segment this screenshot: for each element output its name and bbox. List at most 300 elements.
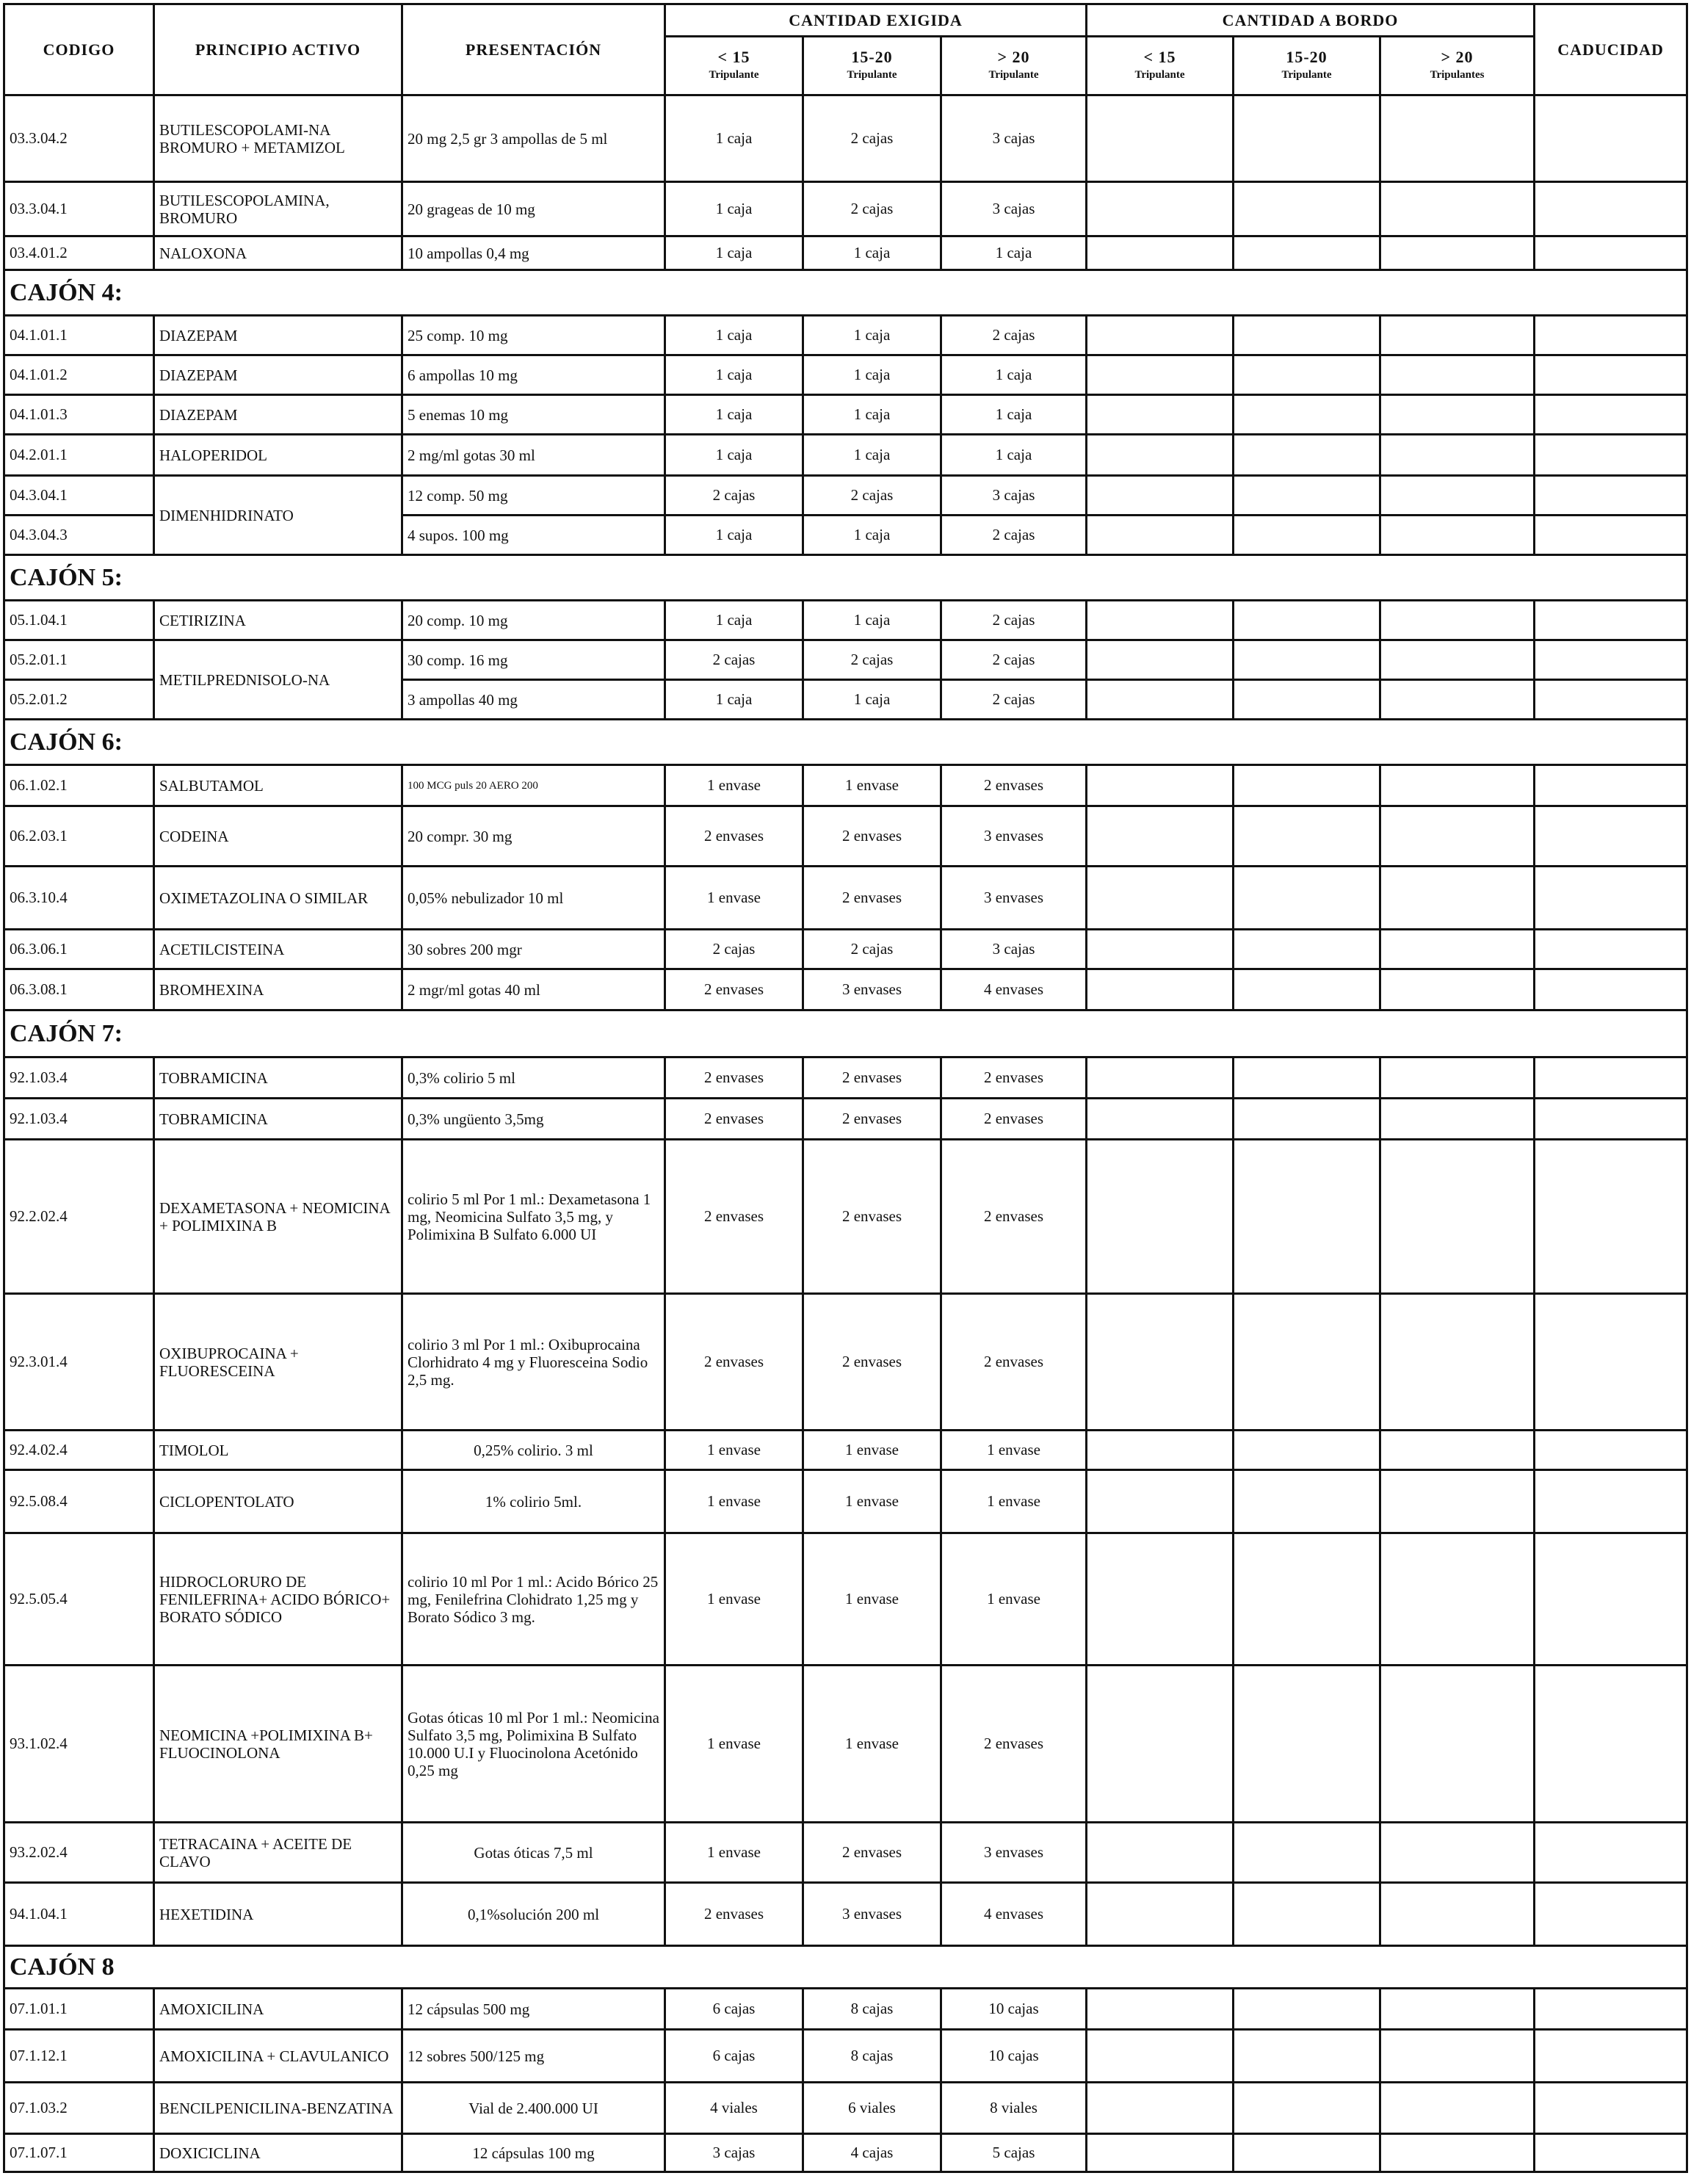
qty-lt15-cell: 1 caja [665,182,803,236]
presentation-cell: 1% colirio 5ml. [402,1470,665,1533]
section-title-cajon-5: CAJÓN 5: [4,555,1687,601]
onboard-15-20-cell[interactable] [1234,1666,1380,1823]
expiry-cell[interactable] [1535,1431,1687,1470]
code-cell: 04.1.01.1 [4,316,154,355]
active-ingredient-cell: DOXICICLINA [154,2134,402,2172]
qty-15-20-cell: 2 envases [803,1099,941,1140]
onboard-gt20-cell[interactable] [1380,765,1535,806]
presentation-cell: 0,3% colirio 5 ml [402,1057,665,1099]
qty-lt15-cell: 1 envase [665,1823,803,1883]
qty-15-20-cell: 1 caja [803,355,941,395]
onboard-lt15-cell[interactable] [1087,2030,1234,2083]
onboard-lt15-cell[interactable] [1087,236,1234,270]
active-ingredient-cell: CODEINA [154,806,402,867]
onboard-15-20-cell[interactable] [1234,2030,1380,2083]
header-cantidad-a-bordo: CANTIDAD A BORDO [1087,4,1535,37]
qty-lt15-cell: 2 envases [665,1883,803,1946]
onboard-gt20-cell[interactable] [1380,182,1535,236]
expiry-cell[interactable] [1535,516,1687,555]
onboard-15-20-cell[interactable] [1234,806,1380,867]
section-row-cajon-4 [4,270,1687,316]
onboard-lt15-cell[interactable] [1087,1989,1234,2030]
qty-gt20-cell: 3 cajas [941,476,1087,516]
header-cantidad-exigida: CANTIDAD EXIGIDA [665,4,1087,37]
table-row [4,1989,1687,2030]
qty-lt15-cell: 4 viales [665,2083,803,2134]
onboard-15-20-cell[interactable] [1234,236,1380,270]
onboard-lt15-cell[interactable] [1087,680,1234,720]
onboard-gt20-cell[interactable] [1380,1431,1535,1470]
expiry-cell[interactable] [1535,1823,1687,1883]
table-row [4,1431,1687,1470]
qty-lt15-cell: 2 envases [665,969,803,1010]
active-ingredient-cell: SALBUTAMOL [154,765,402,806]
code-cell: 92.2.02.4 [4,1140,154,1294]
onboard-lt15-cell[interactable] [1087,765,1234,806]
expiry-cell[interactable] [1535,316,1687,355]
qty-15-20-cell: 1 envase [803,1431,941,1470]
qty-lt15-cell: 2 envases [665,1294,803,1431]
onboard-gt20-cell[interactable] [1380,2030,1535,2083]
active-ingredient-cell: TOBRAMICINA [154,1099,402,1140]
onboard-15-20-cell[interactable] [1234,1470,1380,1533]
active-ingredient-cell: DIMENHIDRINATO [154,476,402,555]
table-row [4,316,1687,355]
onboard-gt20-cell[interactable] [1380,1666,1535,1823]
onboard-15-20-cell[interactable] [1234,1294,1380,1431]
qty-gt20-cell: 2 cajas [941,601,1087,640]
presentation-cell: 2 mgr/ml gotas 40 ml [402,969,665,1010]
expiry-cell[interactable] [1535,930,1687,969]
medication-inventory-table [3,3,1688,2173]
qty-gt20-cell: 8 viales [941,2083,1087,2134]
expiry-cell[interactable] [1535,1533,1687,1666]
presentation-cell: 0,3% ungüento 3,5mg [402,1099,665,1140]
onboard-lt15-cell[interactable] [1087,1533,1234,1666]
table-row [4,182,1687,236]
presentation-cell: 12 cápsulas 500 mg [402,1989,665,2030]
onboard-15-20-cell[interactable] [1234,95,1380,182]
onboard-gt20-cell[interactable] [1380,1057,1535,1099]
qty-lt15-cell: 1 caja [665,395,803,435]
presentation-cell: 4 supos. 100 mg [402,516,665,555]
onboard-gt20-cell[interactable] [1380,395,1535,435]
qty-lt15-cell: 1 caja [665,601,803,640]
qty-gt20-cell: 1 caja [941,355,1087,395]
qty-15-20-cell: 2 envases [803,806,941,867]
code-cell: 05.1.04.1 [4,601,154,640]
active-ingredient-cell: BUTILESCOPOLAMINA, BROMURO [154,182,402,236]
onboard-gt20-cell[interactable] [1380,1140,1535,1294]
onboard-gt20-cell[interactable] [1380,236,1535,270]
qty-gt20-cell: 5 cajas [941,2134,1087,2172]
table-row [4,930,1687,969]
onboard-gt20-cell[interactable] [1380,1823,1535,1883]
qty-15-20-cell: 3 envases [803,969,941,1010]
code-cell: 06.1.02.1 [4,765,154,806]
onboard-lt15-cell[interactable] [1087,476,1234,516]
onboard-15-20-cell[interactable] [1234,969,1380,1010]
qty-lt15-cell: 6 cajas [665,2030,803,2083]
header-principio-activo: PRINCIPIO ACTIVO [154,4,402,95]
onboard-lt15-cell[interactable] [1087,1294,1234,1431]
active-ingredient-cell: DIAZEPAM [154,316,402,355]
onboard-lt15-cell[interactable] [1087,1431,1234,1470]
qty-gt20-cell: 2 cajas [941,640,1087,680]
expiry-cell[interactable] [1535,1099,1687,1140]
qty-15-20-cell: 1 envase [803,1470,941,1533]
onboard-lt15-cell[interactable] [1087,95,1234,182]
qty-lt15-cell: 1 caja [665,680,803,720]
onboard-lt15-cell[interactable] [1087,1140,1234,1294]
onboard-gt20-cell[interactable] [1380,680,1535,720]
qty-15-20-cell: 1 caja [803,435,941,476]
qty-gt20-cell: 1 caja [941,236,1087,270]
presentation-cell: colirio 5 ml Por 1 ml.: Dexametasona 1 mg, Neomicina Sulfato 3,5 mg, y Polimixina B Sulfato 6.000 UI [402,1140,665,1294]
expiry-cell[interactable] [1535,1470,1687,1533]
presentation-cell: 5 enemas 10 mg [402,395,665,435]
section-row-cajon-8 [4,1946,1687,1989]
onboard-lt15-cell[interactable] [1087,601,1234,640]
qty-15-20-cell: 2 cajas [803,182,941,236]
qty-15-20-cell: 2 envases [803,1823,941,1883]
header-exigida-15-20: 15-20 Tripulante [803,37,941,95]
onboard-gt20-cell[interactable] [1380,435,1535,476]
onboard-lt15-cell[interactable] [1087,867,1234,930]
expiry-cell[interactable] [1535,2030,1687,2083]
qty-gt20-cell: 1 caja [941,395,1087,435]
code-cell: 07.1.12.1 [4,2030,154,2083]
header-bordo-15-20: 15-20 Tripulante [1234,37,1380,95]
onboard-gt20-cell[interactable] [1380,867,1535,930]
onboard-gt20-cell[interactable] [1380,476,1535,516]
qty-lt15-cell: 1 caja [665,95,803,182]
section-row-cajon-7 [4,1010,1687,1057]
onboard-15-20-cell[interactable] [1234,680,1380,720]
code-cell: 04.1.01.3 [4,395,154,435]
active-ingredient-cell: BUTILESCOPOLAMI-NA BROMURO + METAMIZOL [154,95,402,182]
onboard-lt15-cell[interactable] [1087,355,1234,395]
onboard-gt20-cell[interactable] [1380,1099,1535,1140]
onboard-15-20-cell[interactable] [1234,1533,1380,1666]
presentation-cell: 30 comp. 16 mg [402,640,665,680]
qty-15-20-cell: 2 cajas [803,930,941,969]
expiry-cell[interactable] [1535,1294,1687,1431]
onboard-15-20-cell[interactable] [1234,435,1380,476]
header-caducidad: CADUCIDAD [1535,4,1687,95]
expiry-cell[interactable] [1535,601,1687,640]
active-ingredient-cell: ACETILCISTEINA [154,930,402,969]
expiry-cell[interactable] [1535,355,1687,395]
onboard-gt20-cell[interactable] [1380,2083,1535,2134]
qty-gt20-cell: 2 cajas [941,516,1087,555]
qty-15-20-cell: 3 envases [803,1883,941,1946]
code-cell: 07.1.03.2 [4,2083,154,2134]
onboard-15-20-cell[interactable] [1234,765,1380,806]
code-cell: 92.5.05.4 [4,1533,154,1666]
qty-15-20-cell: 1 caja [803,516,941,555]
code-cell: 03.3.04.1 [4,182,154,236]
qty-gt20-cell: 2 envases [941,765,1087,806]
expiry-cell[interactable] [1535,680,1687,720]
code-cell: 06.3.10.4 [4,867,154,930]
qty-lt15-cell: 1 caja [665,236,803,270]
expiry-cell[interactable] [1535,236,1687,270]
qty-lt15-cell: 1 envase [665,1431,803,1470]
expiry-cell[interactable] [1535,765,1687,806]
code-cell: 92.4.02.4 [4,1431,154,1470]
table-row [4,1099,1687,1140]
expiry-cell[interactable] [1535,1140,1687,1294]
onboard-gt20-cell[interactable] [1380,640,1535,680]
qty-15-20-cell: 4 cajas [803,2134,941,2172]
onboard-15-20-cell[interactable] [1234,1823,1380,1883]
active-ingredient-cell: TOBRAMICINA [154,1057,402,1099]
presentation-cell: 100 MCG puls 20 AERO 200 [402,765,665,806]
qty-15-20-cell: 2 cajas [803,476,941,516]
onboard-15-20-cell[interactable] [1234,182,1380,236]
onboard-gt20-cell[interactable] [1380,1533,1535,1666]
onboard-15-20-cell[interactable] [1234,1099,1380,1140]
onboard-15-20-cell[interactable] [1234,476,1380,516]
onboard-15-20-cell[interactable] [1234,1431,1380,1470]
active-ingredient-cell: TETRACAINA + ACEITE DE CLAVO [154,1823,402,1883]
table-row [4,601,1687,640]
table-row [4,806,1687,867]
qty-gt20-cell: 4 envases [941,969,1087,1010]
expiry-cell[interactable] [1535,867,1687,930]
active-ingredient-cell: METILPREDNISOLO-NA [154,640,402,720]
qty-gt20-cell: 1 envase [941,1431,1087,1470]
onboard-15-20-cell[interactable] [1234,2134,1380,2172]
code-cell: 04.1.01.2 [4,355,154,395]
presentation-cell: 0,25% colirio. 3 ml [402,1431,665,1470]
onboard-15-20-cell[interactable] [1234,1883,1380,1946]
onboard-gt20-cell[interactable] [1380,316,1535,355]
onboard-lt15-cell[interactable] [1087,1666,1234,1823]
qty-lt15-cell: 6 cajas [665,1989,803,2030]
section-title-cajon-8: CAJÓN 8 [4,1946,1687,1989]
expiry-cell[interactable] [1535,395,1687,435]
expiry-cell[interactable] [1535,182,1687,236]
header-presentacion: PRESENTACIÓN [402,4,665,95]
onboard-gt20-cell[interactable] [1380,601,1535,640]
qty-gt20-cell: 3 envases [941,806,1087,867]
onboard-gt20-cell[interactable] [1380,355,1535,395]
onboard-15-20-cell[interactable] [1234,1989,1380,2030]
presentation-cell: 0,1%solución 200 ml [402,1883,665,1946]
code-cell: 07.1.01.1 [4,1989,154,2030]
qty-lt15-cell: 1 envase [665,1533,803,1666]
onboard-15-20-cell[interactable] [1234,2083,1380,2134]
qty-15-20-cell: 1 caja [803,680,941,720]
table-row [4,2134,1687,2172]
header-bordo-lt15: < 15 Tripulante [1087,37,1234,95]
onboard-lt15-cell[interactable] [1087,2083,1234,2134]
qty-gt20-cell: 3 envases [941,1823,1087,1883]
qty-15-20-cell: 2 envases [803,1294,941,1431]
onboard-gt20-cell[interactable] [1380,1470,1535,1533]
qty-gt20-cell: 3 cajas [941,95,1087,182]
presentation-cell: 6 ampollas 10 mg [402,355,665,395]
presentation-cell: Gotas óticas 7,5 ml [402,1823,665,1883]
presentation-cell: 20 mg 2,5 gr 3 ampollas de 5 ml [402,95,665,182]
onboard-lt15-cell[interactable] [1087,1823,1234,1883]
onboard-gt20-cell[interactable] [1380,516,1535,555]
onboard-lt15-cell[interactable] [1087,1883,1234,1946]
active-ingredient-cell: BENCILPENICILINA-BENZATINA [154,2083,402,2134]
onboard-lt15-cell[interactable] [1087,516,1234,555]
expiry-cell[interactable] [1535,435,1687,476]
onboard-15-20-cell[interactable] [1234,601,1380,640]
onboard-gt20-cell[interactable] [1380,95,1535,182]
presentation-cell: Vial de 2.400.000 UI [402,2083,665,2134]
onboard-lt15-cell[interactable] [1087,1470,1234,1533]
qty-gt20-cell: 3 cajas [941,930,1087,969]
code-cell: 92.5.08.4 [4,1470,154,1533]
qty-gt20-cell: 10 cajas [941,2030,1087,2083]
qty-15-20-cell: 2 envases [803,1057,941,1099]
onboard-15-20-cell[interactable] [1234,395,1380,435]
onboard-lt15-cell[interactable] [1087,1057,1234,1099]
onboard-lt15-cell[interactable] [1087,969,1234,1010]
onboard-lt15-cell[interactable] [1087,640,1234,680]
onboard-lt15-cell[interactable] [1087,435,1234,476]
header-bordo-gt20: > 20 Tripulantes [1380,37,1535,95]
table-row [4,1294,1687,1431]
active-ingredient-cell: CETIRIZINA [154,601,402,640]
code-cell: 93.1.02.4 [4,1666,154,1823]
table-row [4,2030,1687,2083]
qty-gt20-cell: 2 envases [941,1666,1087,1823]
onboard-gt20-cell[interactable] [1380,806,1535,867]
expiry-cell[interactable] [1535,2134,1687,2172]
qty-gt20-cell: 3 cajas [941,182,1087,236]
active-ingredient-cell: DEXAMETASONA + NEOMICINA + POLIMIXINA B [154,1140,402,1294]
qty-gt20-cell: 2 envases [941,1099,1087,1140]
onboard-lt15-cell[interactable] [1087,182,1234,236]
qty-lt15-cell: 2 envases [665,1140,803,1294]
onboard-gt20-cell[interactable] [1380,1883,1535,1946]
table-row [4,969,1687,1010]
code-cell: 03.3.04.2 [4,95,154,182]
onboard-gt20-cell[interactable] [1380,930,1535,969]
active-ingredient-cell: AMOXICILINA [154,1989,402,2030]
onboard-15-20-cell[interactable] [1234,867,1380,930]
qty-lt15-cell: 2 envases [665,806,803,867]
active-ingredient-cell: HALOPERIDOL [154,435,402,476]
section-row-cajon-6 [4,720,1687,765]
expiry-cell[interactable] [1535,806,1687,867]
onboard-lt15-cell[interactable] [1087,395,1234,435]
qty-gt20-cell: 10 cajas [941,1989,1087,2030]
onboard-lt15-cell[interactable] [1087,2134,1234,2172]
code-cell: 93.2.02.4 [4,1823,154,1883]
section-title-cajon-7: CAJÓN 7: [4,1010,1687,1057]
qty-15-20-cell: 1 envase [803,1666,941,1823]
qty-15-20-cell: 1 caja [803,236,941,270]
onboard-15-20-cell[interactable] [1234,930,1380,969]
onboard-15-20-cell[interactable] [1234,516,1380,555]
expiry-cell[interactable] [1535,476,1687,516]
table-row [4,765,1687,806]
table-row [4,867,1687,930]
expiry-cell[interactable] [1535,640,1687,680]
header-codigo: CODIGO [4,4,154,95]
qty-15-20-cell: 2 envases [803,867,941,930]
active-ingredient-cell: BROMHEXINA [154,969,402,1010]
onboard-gt20-cell[interactable] [1380,2134,1535,2172]
onboard-15-20-cell[interactable] [1234,1057,1380,1099]
expiry-cell[interactable] [1535,1666,1687,1823]
code-cell: 92.1.03.4 [4,1099,154,1140]
expiry-cell[interactable] [1535,1883,1687,1946]
onboard-15-20-cell[interactable] [1234,316,1380,355]
table-row [4,236,1687,270]
qty-gt20-cell: 2 cajas [941,316,1087,355]
expiry-cell[interactable] [1535,2083,1687,2134]
table-row [4,395,1687,435]
onboard-gt20-cell[interactable] [1380,969,1535,1010]
table-row [4,95,1687,182]
table-row [4,1470,1687,1533]
expiry-cell[interactable] [1535,1989,1687,2030]
onboard-gt20-cell[interactable] [1380,1989,1535,2030]
onboard-lt15-cell[interactable] [1087,806,1234,867]
onboard-lt15-cell[interactable] [1087,930,1234,969]
presentation-cell: 2 mg/ml gotas 30 ml [402,435,665,476]
code-cell: 06.3.08.1 [4,969,154,1010]
presentation-cell: 10 ampollas 0,4 mg [402,236,665,270]
section-row-cajon-5 [4,555,1687,601]
qty-15-20-cell: 1 envase [803,1533,941,1666]
qty-lt15-cell: 1 envase [665,1666,803,1823]
section-title-cajon-6: CAJÓN 6: [4,720,1687,765]
qty-lt15-cell: 1 envase [665,1470,803,1533]
presentation-cell: 20 compr. 30 mg [402,806,665,867]
onboard-15-20-cell[interactable] [1234,640,1380,680]
expiry-cell[interactable] [1535,1057,1687,1099]
expiry-cell[interactable] [1535,969,1687,1010]
presentation-cell: 12 sobres 500/125 mg [402,2030,665,2083]
header-exigida-lt15: < 15 Tripulante [665,37,803,95]
code-cell: 07.1.07.1 [4,2134,154,2172]
presentation-cell: colirio 10 ml Por 1 ml.: Acido Bórico 25 mg, Fenilefrina Clohidrato 1,25 mg y Borato Sódico 3 mg. [402,1533,665,1666]
onboard-gt20-cell[interactable] [1380,1294,1535,1431]
presentation-cell: 20 comp. 10 mg [402,601,665,640]
table-row [4,1666,1687,1823]
active-ingredient-cell: DIAZEPAM [154,355,402,395]
active-ingredient-cell: CICLOPENTOLATO [154,1470,402,1533]
qty-15-20-cell: 8 cajas [803,2030,941,2083]
presentation-cell: 12 cápsulas 100 mg [402,2134,665,2172]
qty-lt15-cell: 2 cajas [665,640,803,680]
onboard-lt15-cell[interactable] [1087,316,1234,355]
active-ingredient-cell: HEXETIDINA [154,1883,402,1946]
qty-gt20-cell: 2 envases [941,1140,1087,1294]
qty-lt15-cell: 2 cajas [665,476,803,516]
onboard-15-20-cell[interactable] [1234,1140,1380,1294]
active-ingredient-cell: TIMOLOL [154,1431,402,1470]
expiry-cell[interactable] [1535,95,1687,182]
table-row [4,435,1687,476]
qty-lt15-cell: 2 envases [665,1057,803,1099]
qty-lt15-cell: 1 caja [665,516,803,555]
qty-gt20-cell: 1 caja [941,435,1087,476]
onboard-15-20-cell[interactable] [1234,355,1380,395]
qty-15-20-cell: 1 caja [803,395,941,435]
onboard-lt15-cell[interactable] [1087,1099,1234,1140]
